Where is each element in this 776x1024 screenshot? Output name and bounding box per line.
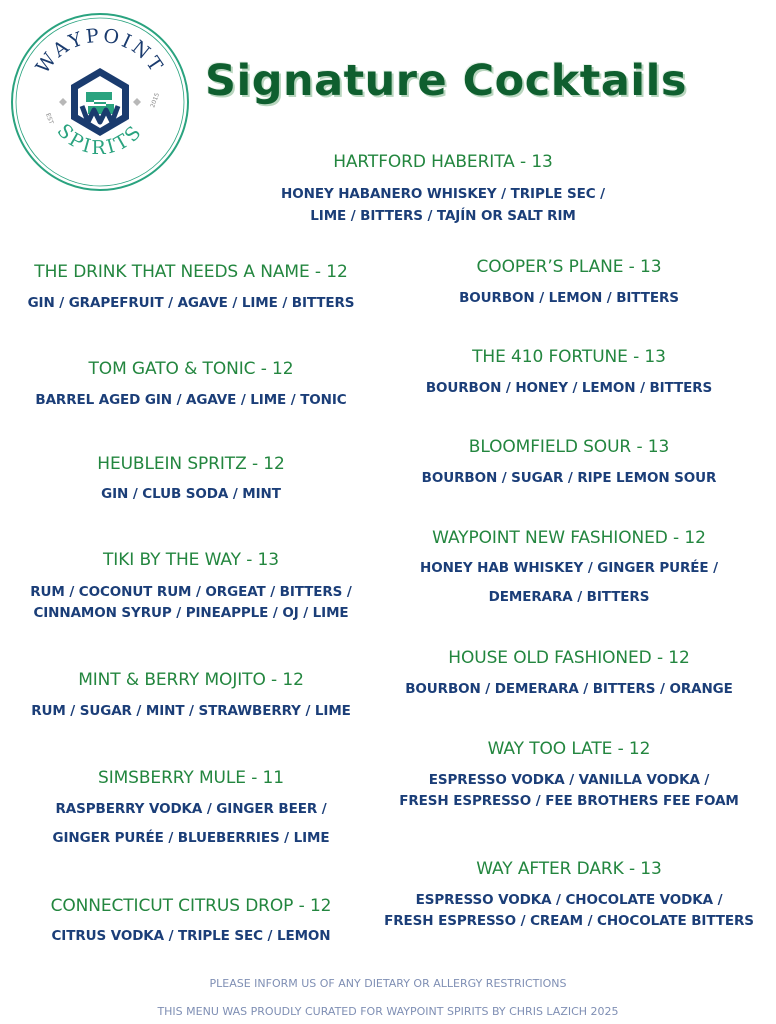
cocktail-name: THE 410 FORTUNE - 13 (472, 347, 666, 367)
cocktail-name: WAYPOINT NEW FASHIONED - 12 (432, 528, 706, 548)
cocktail-ingredients-line: GINGER PURÉE / BLUEBERRIES / LIME (52, 830, 330, 846)
cocktail-item (384, 437, 754, 486)
cocktail-ingredients-line: BARREL AGED GIN / AGAVE / LIME / TONIC (35, 392, 347, 408)
cocktail-item (384, 528, 754, 605)
cocktail-name: HOUSE OLD FASHIONED - 12 (448, 648, 690, 668)
cocktail-name: WAY TOO LATE - 12 (487, 739, 651, 759)
cocktail-item (384, 347, 754, 396)
cocktail-item (6, 896, 376, 944)
page-title: Signature Cocktails (205, 56, 687, 106)
cocktail-ingredients-line: BOURBON / DEMERARA / BITTERS / ORANGE (405, 681, 733, 697)
cocktail-item (6, 454, 376, 502)
cocktail-name: TIKI BY THE WAY - 13 (103, 550, 279, 570)
cocktail-ingredients-line: BOURBON / LEMON / BITTERS (459, 290, 679, 306)
cocktail-item (6, 359, 376, 408)
cocktail-ingredients-line: LIME / BITTERS / TAJÍN OR SALT RIM (310, 208, 576, 224)
cocktail-item (384, 648, 754, 697)
featured-cocktail (233, 152, 653, 224)
cocktail-ingredients-line: CITRUS VODKA / TRIPLE SEC / LEMON (51, 928, 331, 944)
cocktail-item (6, 262, 376, 311)
cocktail-ingredients-line: CINNAMON SYRUP / PINEAPPLE / OJ / LIME (33, 605, 349, 621)
cocktail-ingredients-line: BOURBON / SUGAR / RIPE LEMON SOUR (421, 470, 717, 486)
cocktail-name: TOM GATO & TONIC - 12 (88, 359, 294, 379)
cocktail-ingredients-line: ESPRESSO VODKA / CHOCOLATE VODKA / (415, 892, 723, 908)
cocktail-item (6, 768, 376, 846)
cocktail-ingredients-line: HONEY HABANERO WHISKEY / TRIPLE SEC / (281, 186, 605, 202)
cocktail-item (384, 739, 754, 809)
cocktail-item (384, 859, 754, 929)
logo-year: 2015 (149, 91, 162, 109)
cocktail-item (6, 670, 376, 719)
allergy-notice: PLEASE INFORM US OF ANY DIETARY OR ALLERGY RESTRICTIONS (209, 977, 567, 990)
cocktail-name: HARTFORD HABERITA - 13 (333, 152, 553, 172)
cocktail-item (6, 550, 376, 621)
cocktail-ingredients-line: DEMERARA / BITTERS (488, 589, 650, 605)
logo-name-bottom: SPIRITS (52, 119, 148, 160)
cocktail-name: COOPER’S PLANE - 13 (476, 257, 662, 277)
logo-name-top: WAYPOINT (31, 24, 169, 78)
cocktail-ingredients-line: BOURBON / HONEY / LEMON / BITTERS (425, 380, 713, 396)
cocktail-name: BLOOMFIELD SOUR - 13 (468, 437, 670, 457)
cocktail-ingredients-line: GIN / CLUB SODA / MINT (101, 486, 281, 502)
cocktail-name: HEUBLEIN SPRITZ - 12 (97, 454, 285, 474)
cocktail-name: WAY AFTER DARK - 13 (476, 859, 662, 879)
cocktail-name: THE DRINK THAT NEEDS A NAME - 12 (34, 262, 348, 282)
curator-credit: THIS MENU WAS PROUDLY CURATED FOR WAYPOINT SPIRITS BY CHRIS LAZICH 2025 (157, 1005, 619, 1018)
cocktail-name: MINT & BERRY MOJITO - 12 (78, 670, 304, 690)
cocktail-ingredients-line: ESPRESSO VODKA / VANILLA VODKA / (428, 772, 710, 788)
cocktail-item (384, 257, 754, 306)
cocktail-ingredients-line: FRESH ESPRESSO / CREAM / CHOCOLATE BITTERS (384, 913, 754, 929)
cocktail-ingredients-line: RUM / SUGAR / MINT / STRAWBERRY / LIME (31, 703, 351, 719)
cocktail-ingredients-line: RASPBERRY VODKA / GINGER BEER / (55, 801, 327, 817)
logo-est: EST (44, 112, 55, 126)
cocktail-ingredients-line: GIN / GRAPEFRUIT / AGAVE / LIME / BITTERS (27, 295, 355, 311)
cocktail-ingredients-line: FRESH ESPRESSO / FEE BROTHERS FEE FOAM (399, 793, 739, 809)
cocktail-name: SIMSBERRY MULE - 11 (98, 768, 284, 788)
cocktail-ingredients-line: RUM / COCONUT RUM / ORGEAT / BITTERS / (30, 584, 352, 600)
cocktail-ingredients-line: HONEY HAB WHISKEY / GINGER PURÉE / (420, 560, 718, 576)
waypoint-spirits-logo (8, 10, 192, 194)
cocktail-name: CONNECTICUT CITRUS DROP - 12 (50, 896, 332, 916)
